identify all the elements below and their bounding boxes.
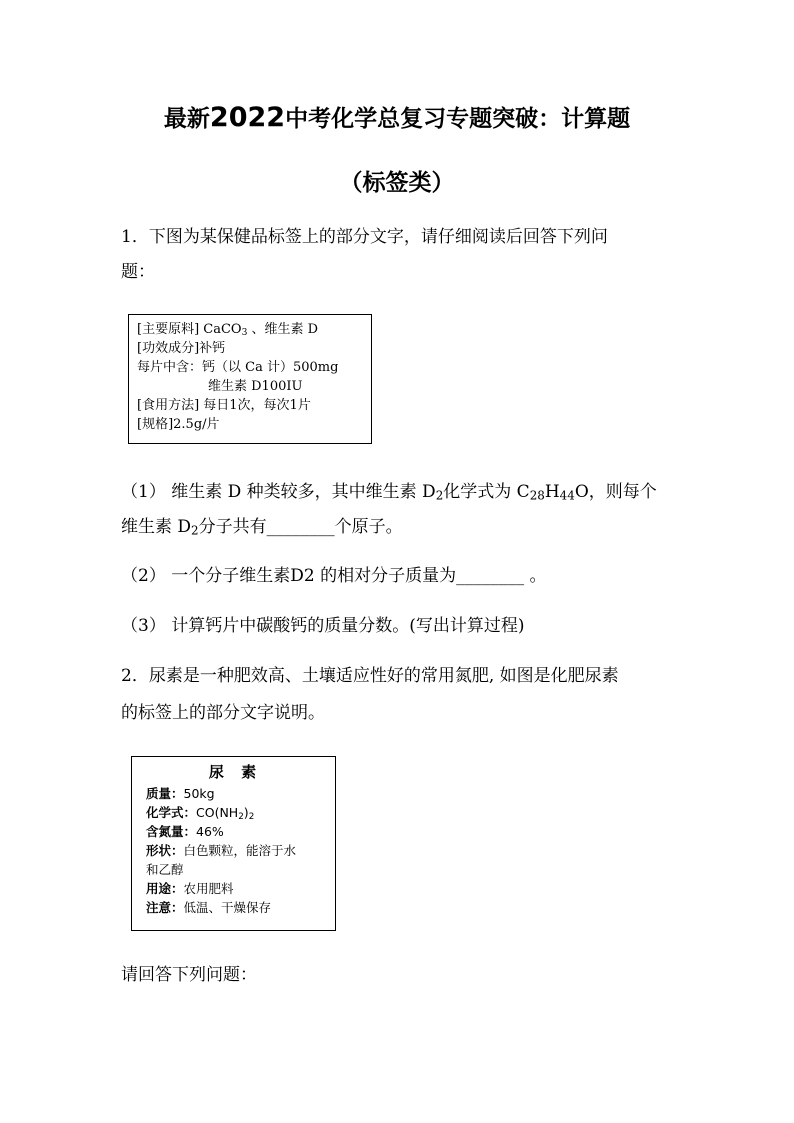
- label-spec: [规格]2.5g/片: [137, 417, 220, 432]
- document-subtitle: （标签类）: [339, 170, 455, 196]
- question-2-intro-cont: 的标签上的部分文字说明。: [121, 703, 325, 723]
- question-1-part-1-cont: 维生素 $D_2$分子共有________个原子。: [121, 517, 403, 538]
- question-1-part-3: （3） 计算钙片中碳酸钙的质量分数。(写出计算过程): [121, 616, 525, 636]
- label-calcium-content: 每片中含：钙（以 Ca 计）500mg: [137, 360, 339, 375]
- urea-label-title: 尿 素: [208, 763, 263, 781]
- urea-label-box: [131, 756, 336, 931]
- label-ingredients: [主要原料] CaCO$_3$ 、维生素 D: [137, 322, 319, 338]
- question-2-prompt: 请回答下列问题：: [121, 965, 257, 985]
- title-prefix: 最新: [163, 106, 210, 132]
- question-2-intro: 2．尿素是一种肥效高、土壤适应性好的常用氮肥, 如图是化肥尿素: [121, 666, 619, 686]
- urea-use: 用途：农用肥料: [146, 881, 234, 896]
- urea-formula: 化学式：$CO(NH_2)_2$: [146, 805, 255, 822]
- urea-nitrogen: 含氮量：46%: [146, 824, 224, 839]
- question-1-intro: 1．下图为某保健品标签上的部分文字，请仔细阅读后回答下列问: [121, 227, 608, 247]
- urea-shape-cont: 和乙醇: [146, 862, 184, 877]
- label-function: [功效成分]补钙: [137, 341, 226, 356]
- title-main: 中考化学总复习专题突破：计算题: [285, 106, 631, 132]
- label-usage: [食用方法] 每日1次，每次1片: [137, 398, 311, 413]
- question-1-part-2: （2） 一个分子维生素D2 的相对分子质量为________ 。: [121, 566, 547, 586]
- question-1-intro-cont: 题：: [121, 262, 155, 282]
- label-vitamin-content: 维生素 D100IU: [208, 379, 303, 394]
- title-year: 2022: [209, 102, 286, 133]
- urea-note: 注意：低温、干燥保存: [146, 900, 272, 915]
- urea-shape: 形状：白色颗粒，能溶于水: [146, 843, 297, 858]
- document-title: [0, 100, 794, 133]
- question-1-part-1: （1） 维生素 D 种类较多，其中维生素 $D_2$化学式为 $C_{28}H_{44}O$，则每个: [121, 482, 657, 503]
- supplement-label-box: [128, 314, 372, 444]
- urea-mass: 质量：50kg: [146, 786, 215, 801]
